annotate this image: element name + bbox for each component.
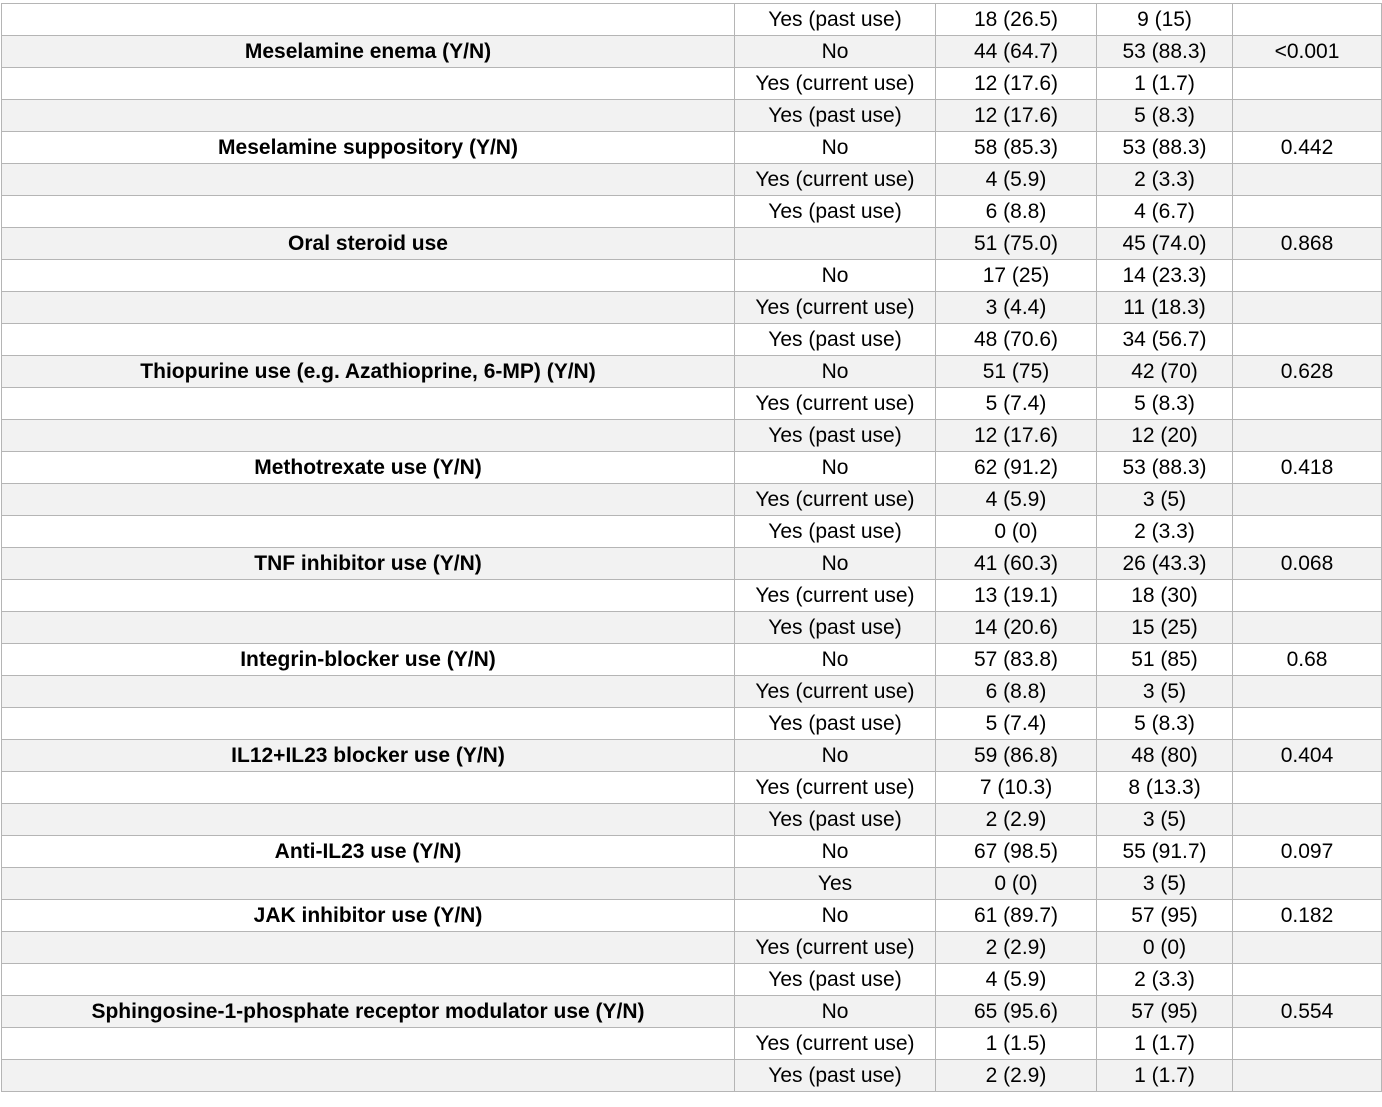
group2-value-cell: 51 (85) bbox=[1097, 644, 1233, 676]
p-value-cell bbox=[1233, 388, 1382, 420]
category-cell bbox=[735, 228, 936, 260]
variable-cell bbox=[2, 964, 735, 996]
group1-value-cell: 51 (75.0) bbox=[936, 228, 1097, 260]
p-value-cell: <0.001 bbox=[1233, 36, 1382, 68]
group1-value-cell: 2 (2.9) bbox=[936, 804, 1097, 836]
variable-cell: IL12+IL23 blocker use (Y/N) bbox=[2, 740, 735, 772]
p-value-cell: 0.628 bbox=[1233, 356, 1382, 388]
table-row bbox=[2, 68, 1382, 100]
variable-cell bbox=[2, 1060, 735, 1092]
category-cell: Yes (past use) bbox=[735, 4, 936, 36]
variable-cell bbox=[2, 516, 735, 548]
p-value-cell bbox=[1233, 420, 1382, 452]
group1-value-cell: 12 (17.6) bbox=[936, 100, 1097, 132]
group2-value-cell: 48 (80) bbox=[1097, 740, 1233, 772]
group2-value-cell: 12 (20) bbox=[1097, 420, 1233, 452]
table-row bbox=[2, 644, 1382, 676]
p-value-cell bbox=[1233, 260, 1382, 292]
table-row bbox=[2, 836, 1382, 868]
group2-value-cell: 4 (6.7) bbox=[1097, 196, 1233, 228]
table-row bbox=[2, 676, 1382, 708]
p-value-cell bbox=[1233, 964, 1382, 996]
table-row bbox=[2, 996, 1382, 1028]
group1-value-cell: 2 (2.9) bbox=[936, 1060, 1097, 1092]
category-cell: Yes (current use) bbox=[735, 164, 936, 196]
group2-value-cell: 57 (95) bbox=[1097, 900, 1233, 932]
category-cell: Yes (past use) bbox=[735, 324, 936, 356]
variable-cell: Methotrexate use (Y/N) bbox=[2, 452, 735, 484]
group1-value-cell: 67 (98.5) bbox=[936, 836, 1097, 868]
variable-cell: Thiopurine use (e.g. Azathioprine, 6-MP) (Y/N) bbox=[2, 356, 735, 388]
group2-value-cell: 3 (5) bbox=[1097, 804, 1233, 836]
category-cell: Yes (current use) bbox=[735, 68, 936, 100]
category-cell: Yes (current use) bbox=[735, 676, 936, 708]
variable-cell bbox=[2, 164, 735, 196]
variable-cell: JAK inhibitor use (Y/N) bbox=[2, 900, 735, 932]
category-cell: Yes (current use) bbox=[735, 292, 936, 324]
group1-value-cell: 13 (19.1) bbox=[936, 580, 1097, 612]
p-value-cell bbox=[1233, 68, 1382, 100]
group1-value-cell: 12 (17.6) bbox=[936, 420, 1097, 452]
group1-value-cell: 57 (83.8) bbox=[936, 644, 1097, 676]
p-value-cell bbox=[1233, 516, 1382, 548]
p-value-cell bbox=[1233, 164, 1382, 196]
category-cell: Yes (current use) bbox=[735, 932, 936, 964]
table-row bbox=[2, 900, 1382, 932]
category-cell: Yes (past use) bbox=[735, 100, 936, 132]
table-row bbox=[2, 740, 1382, 772]
table-row bbox=[2, 196, 1382, 228]
group1-value-cell: 17 (25) bbox=[936, 260, 1097, 292]
group2-value-cell: 53 (88.3) bbox=[1097, 132, 1233, 164]
table-row bbox=[2, 292, 1382, 324]
group2-value-cell: 1 (1.7) bbox=[1097, 1060, 1233, 1092]
group2-value-cell: 45 (74.0) bbox=[1097, 228, 1233, 260]
group1-value-cell: 44 (64.7) bbox=[936, 36, 1097, 68]
variable-cell bbox=[2, 580, 735, 612]
group1-value-cell: 41 (60.3) bbox=[936, 548, 1097, 580]
group2-value-cell: 1 (1.7) bbox=[1097, 1028, 1233, 1060]
category-cell: Yes (past use) bbox=[735, 196, 936, 228]
variable-cell bbox=[2, 868, 735, 900]
category-cell: No bbox=[735, 836, 936, 868]
variable-cell bbox=[2, 388, 735, 420]
group2-value-cell: 8 (13.3) bbox=[1097, 772, 1233, 804]
p-value-cell bbox=[1233, 1028, 1382, 1060]
category-cell: Yes (past use) bbox=[735, 516, 936, 548]
category-cell: No bbox=[735, 132, 936, 164]
category-cell: Yes (current use) bbox=[735, 772, 936, 804]
category-cell: Yes bbox=[735, 868, 936, 900]
p-value-cell bbox=[1233, 196, 1382, 228]
p-value-cell bbox=[1233, 708, 1382, 740]
group1-value-cell: 4 (5.9) bbox=[936, 964, 1097, 996]
p-value-cell: 0.68 bbox=[1233, 644, 1382, 676]
p-value-cell bbox=[1233, 580, 1382, 612]
p-value-cell bbox=[1233, 1060, 1382, 1092]
variable-cell bbox=[2, 324, 735, 356]
group1-value-cell: 18 (26.5) bbox=[936, 4, 1097, 36]
variable-cell bbox=[2, 1028, 735, 1060]
category-cell: No bbox=[735, 260, 936, 292]
table-row bbox=[2, 260, 1382, 292]
table-row bbox=[2, 932, 1382, 964]
table-row bbox=[2, 772, 1382, 804]
category-cell: Yes (current use) bbox=[735, 388, 936, 420]
category-cell: Yes (current use) bbox=[735, 1028, 936, 1060]
category-cell: No bbox=[735, 548, 936, 580]
table-row bbox=[2, 612, 1382, 644]
group1-value-cell: 51 (75) bbox=[936, 356, 1097, 388]
category-cell: Yes (current use) bbox=[735, 580, 936, 612]
group1-value-cell: 48 (70.6) bbox=[936, 324, 1097, 356]
table-row bbox=[2, 548, 1382, 580]
group2-value-cell: 5 (8.3) bbox=[1097, 100, 1233, 132]
category-cell: Yes (past use) bbox=[735, 420, 936, 452]
category-cell: No bbox=[735, 740, 936, 772]
p-value-cell bbox=[1233, 932, 1382, 964]
table-row bbox=[2, 388, 1382, 420]
group1-value-cell: 12 (17.6) bbox=[936, 68, 1097, 100]
p-value-cell bbox=[1233, 676, 1382, 708]
category-cell: No bbox=[735, 996, 936, 1028]
table-row bbox=[2, 452, 1382, 484]
variable-cell: TNF inhibitor use (Y/N) bbox=[2, 548, 735, 580]
p-value-cell bbox=[1233, 292, 1382, 324]
category-cell: No bbox=[735, 452, 936, 484]
group1-value-cell: 6 (8.8) bbox=[936, 676, 1097, 708]
group2-value-cell: 53 (88.3) bbox=[1097, 36, 1233, 68]
variable-cell bbox=[2, 612, 735, 644]
p-value-cell: 0.554 bbox=[1233, 996, 1382, 1028]
group2-value-cell: 55 (91.7) bbox=[1097, 836, 1233, 868]
p-value-cell bbox=[1233, 100, 1382, 132]
group2-value-cell: 15 (25) bbox=[1097, 612, 1233, 644]
group1-value-cell: 1 (1.5) bbox=[936, 1028, 1097, 1060]
p-value-cell: 0.404 bbox=[1233, 740, 1382, 772]
p-value-cell bbox=[1233, 484, 1382, 516]
group1-value-cell: 4 (5.9) bbox=[936, 484, 1097, 516]
variable-cell bbox=[2, 4, 735, 36]
group1-value-cell: 5 (7.4) bbox=[936, 388, 1097, 420]
category-cell: Yes (past use) bbox=[735, 612, 936, 644]
category-cell: Yes (past use) bbox=[735, 964, 936, 996]
p-value-cell: 0.442 bbox=[1233, 132, 1382, 164]
table-row bbox=[2, 324, 1382, 356]
table-row bbox=[2, 100, 1382, 132]
group2-value-cell: 9 (15) bbox=[1097, 4, 1233, 36]
category-cell: Yes (past use) bbox=[735, 708, 936, 740]
table-row bbox=[2, 868, 1382, 900]
group1-value-cell: 0 (0) bbox=[936, 516, 1097, 548]
group1-value-cell: 61 (89.7) bbox=[936, 900, 1097, 932]
table-row bbox=[2, 1028, 1382, 1060]
group1-value-cell: 0 (0) bbox=[936, 868, 1097, 900]
p-value-cell bbox=[1233, 324, 1382, 356]
medication-table bbox=[1, 3, 1382, 1092]
variable-cell: Integrin-blocker use (Y/N) bbox=[2, 644, 735, 676]
p-value-cell bbox=[1233, 612, 1382, 644]
group2-value-cell: 5 (8.3) bbox=[1097, 388, 1233, 420]
category-cell: Yes (current use) bbox=[735, 484, 936, 516]
p-value-cell bbox=[1233, 772, 1382, 804]
p-value-cell bbox=[1233, 804, 1382, 836]
table-row bbox=[2, 580, 1382, 612]
table-row bbox=[2, 1060, 1382, 1092]
group1-value-cell: 65 (95.6) bbox=[936, 996, 1097, 1028]
table-row bbox=[2, 420, 1382, 452]
group2-value-cell: 34 (56.7) bbox=[1097, 324, 1233, 356]
variable-cell bbox=[2, 292, 735, 324]
group2-value-cell: 5 (8.3) bbox=[1097, 708, 1233, 740]
group1-value-cell: 58 (85.3) bbox=[936, 132, 1097, 164]
variable-cell bbox=[2, 420, 735, 452]
table-row bbox=[2, 36, 1382, 68]
category-cell: No bbox=[735, 36, 936, 68]
group2-value-cell: 1 (1.7) bbox=[1097, 68, 1233, 100]
group2-value-cell: 3 (5) bbox=[1097, 484, 1233, 516]
group2-value-cell: 26 (43.3) bbox=[1097, 548, 1233, 580]
group1-value-cell: 59 (86.8) bbox=[936, 740, 1097, 772]
group2-value-cell: 2 (3.3) bbox=[1097, 516, 1233, 548]
variable-cell: Sphingosine-1-phosphate receptor modulator use (Y/N) bbox=[2, 996, 735, 1028]
variable-cell bbox=[2, 932, 735, 964]
group2-value-cell: 2 (3.3) bbox=[1097, 964, 1233, 996]
table-row bbox=[2, 4, 1382, 36]
category-cell: No bbox=[735, 644, 936, 676]
table-row bbox=[2, 804, 1382, 836]
group1-value-cell: 62 (91.2) bbox=[936, 452, 1097, 484]
group2-value-cell: 42 (70) bbox=[1097, 356, 1233, 388]
table-row bbox=[2, 484, 1382, 516]
group2-value-cell: 53 (88.3) bbox=[1097, 452, 1233, 484]
table-row bbox=[2, 164, 1382, 196]
group1-value-cell: 6 (8.8) bbox=[936, 196, 1097, 228]
group2-value-cell: 3 (5) bbox=[1097, 676, 1233, 708]
group2-value-cell: 14 (23.3) bbox=[1097, 260, 1233, 292]
group1-value-cell: 5 (7.4) bbox=[936, 708, 1097, 740]
variable-cell bbox=[2, 676, 735, 708]
p-value-cell: 0.418 bbox=[1233, 452, 1382, 484]
table-body bbox=[2, 4, 1382, 1092]
group2-value-cell: 57 (95) bbox=[1097, 996, 1233, 1028]
variable-cell bbox=[2, 196, 735, 228]
table-row bbox=[2, 356, 1382, 388]
group2-value-cell: 2 (3.3) bbox=[1097, 164, 1233, 196]
variable-cell: Meselamine suppository (Y/N) bbox=[2, 132, 735, 164]
variable-cell: Oral steroid use bbox=[2, 228, 735, 260]
p-value-cell: 0.097 bbox=[1233, 836, 1382, 868]
p-value-cell: 0.182 bbox=[1233, 900, 1382, 932]
category-cell: Yes (past use) bbox=[735, 804, 936, 836]
group1-value-cell: 7 (10.3) bbox=[936, 772, 1097, 804]
group1-value-cell: 2 (2.9) bbox=[936, 932, 1097, 964]
group1-value-cell: 14 (20.6) bbox=[936, 612, 1097, 644]
variable-cell bbox=[2, 804, 735, 836]
table-row bbox=[2, 708, 1382, 740]
p-value-cell bbox=[1233, 4, 1382, 36]
variable-cell bbox=[2, 708, 735, 740]
variable-cell bbox=[2, 100, 735, 132]
variable-cell bbox=[2, 68, 735, 100]
table-row bbox=[2, 964, 1382, 996]
p-value-cell: 0.068 bbox=[1233, 548, 1382, 580]
variable-cell bbox=[2, 484, 735, 516]
category-cell: No bbox=[735, 356, 936, 388]
variable-cell: Meselamine enema (Y/N) bbox=[2, 36, 735, 68]
table-row bbox=[2, 132, 1382, 164]
category-cell: Yes (past use) bbox=[735, 1060, 936, 1092]
group1-value-cell: 4 (5.9) bbox=[936, 164, 1097, 196]
group2-value-cell: 3 (5) bbox=[1097, 868, 1233, 900]
category-cell: No bbox=[735, 900, 936, 932]
group2-value-cell: 0 (0) bbox=[1097, 932, 1233, 964]
group2-value-cell: 18 (30) bbox=[1097, 580, 1233, 612]
table-row bbox=[2, 516, 1382, 548]
variable-cell bbox=[2, 260, 735, 292]
p-value-cell bbox=[1233, 868, 1382, 900]
table-row bbox=[2, 228, 1382, 260]
group1-value-cell: 3 (4.4) bbox=[936, 292, 1097, 324]
variable-cell bbox=[2, 772, 735, 804]
group2-value-cell: 11 (18.3) bbox=[1097, 292, 1233, 324]
p-value-cell: 0.868 bbox=[1233, 228, 1382, 260]
variable-cell: Anti-IL23 use (Y/N) bbox=[2, 836, 735, 868]
